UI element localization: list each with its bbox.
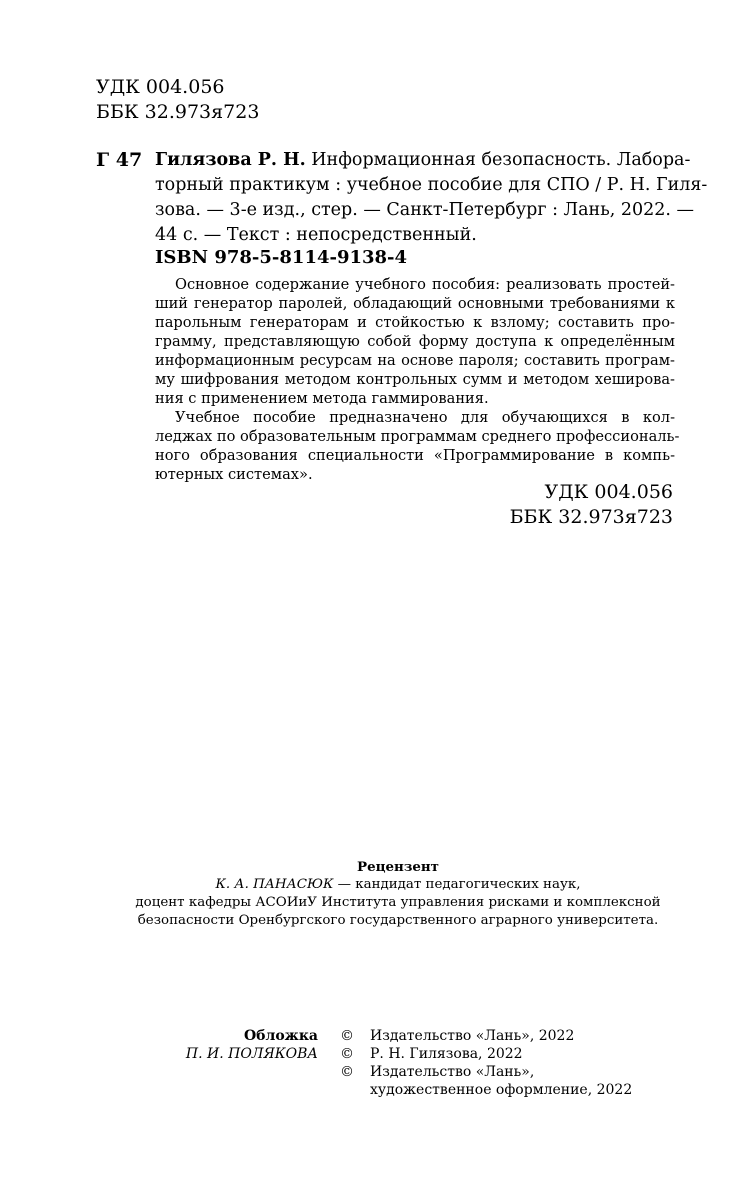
reviewer-block bbox=[96, 858, 700, 930]
bbk-code: ББК 32.973я723 bbox=[96, 101, 260, 123]
reviewer-degree: — кандидат педагогических наук, bbox=[333, 877, 581, 892]
copyright-icon: © bbox=[340, 1046, 354, 1062]
udk-code: УДК 004.056 bbox=[96, 76, 225, 98]
copyright-text: Р. Н. Гилязова, 2022 bbox=[370, 1046, 523, 1062]
annotation-line: ния с применением метода гаммирования. bbox=[155, 390, 489, 407]
annotation-line: ного образования специальности «Программирование в компь- bbox=[155, 447, 675, 464]
bibliographic-record bbox=[155, 148, 708, 248]
author-code: Г 47 bbox=[96, 149, 143, 171]
annotation-line: парольным генераторам и стойкостью к взлому; составить про- bbox=[155, 314, 675, 331]
copyright-list bbox=[340, 1027, 632, 1099]
reviewer-line-2: доцент кафедры АСОИиУ Института управления рисками и комплексной bbox=[135, 895, 661, 910]
reviewer-name: К. А. ПАНАСЮК bbox=[215, 877, 334, 892]
annotation-line: леджах по образовательным программам среднего профессиональ- bbox=[155, 428, 680, 445]
annotation-line: ютерных системах». bbox=[155, 466, 313, 483]
reviewer-line-1 bbox=[96, 876, 700, 894]
copyright-item bbox=[340, 1027, 632, 1045]
annotation-line: Учебное пособие предназначено для обучающихся в кол- bbox=[175, 409, 675, 426]
copyright-text: художественное оформление, 2022 bbox=[370, 1082, 633, 1098]
biblio-line-4: 44 с. — Текст : непосредственный. bbox=[155, 225, 477, 245]
copyright-text: Издательство «Лань», 2022 bbox=[370, 1028, 575, 1044]
udk-code-repeat: УДК 004.056 bbox=[544, 481, 673, 503]
annotation-line: информационным ресурсам на основе пароля; составить програм- bbox=[155, 352, 675, 369]
copyright-icon: © bbox=[340, 1028, 354, 1044]
annotation-line: Основное содержание учебного пособия: реализовать простей- bbox=[175, 276, 675, 293]
biblio-line-1 bbox=[155, 148, 691, 173]
copyright-text: Издательство «Лань», bbox=[370, 1064, 535, 1080]
annotation-line: грамму, представляющую собой форму доступа к определённым bbox=[155, 333, 675, 350]
annotation bbox=[155, 275, 680, 484]
cover-credit bbox=[150, 1027, 318, 1063]
copyright-item bbox=[340, 1063, 632, 1099]
cover-title: Обложка bbox=[243, 1028, 318, 1044]
classification-footer bbox=[510, 480, 673, 530]
biblio-author: Гилязова Р. Н. bbox=[155, 150, 306, 170]
cover-artist: П. И. ПОЛЯКОВА bbox=[185, 1046, 318, 1062]
isbn: ISBN 978-5-8114-9138-4 bbox=[155, 247, 408, 268]
biblio-line-2: торный практикум : учебное пособие для СПО / Р. Н. Гиля- bbox=[155, 175, 708, 195]
biblio-line-3: зова. — 3-е изд., стер. — Санкт-Петербург : Лань, 2022. — bbox=[155, 200, 695, 220]
reviewer-line-3: безопасности Оренбургского государственного аграрного университета. bbox=[137, 913, 659, 928]
copyright-item bbox=[340, 1045, 632, 1063]
copyright-icon: © bbox=[340, 1064, 354, 1080]
reviewer-title: Рецензент bbox=[357, 859, 439, 875]
biblio-title: Информационная безопасность. Лабора- bbox=[305, 150, 691, 170]
classification-header bbox=[96, 75, 259, 125]
annotation-line: ший генератор паролей, обладающий основными требованиями к bbox=[155, 295, 675, 312]
bbk-code-repeat: ББК 32.973я723 bbox=[509, 506, 673, 528]
annotation-line: му шифрования методом контрольных сумм и методом хеширова- bbox=[155, 371, 675, 388]
